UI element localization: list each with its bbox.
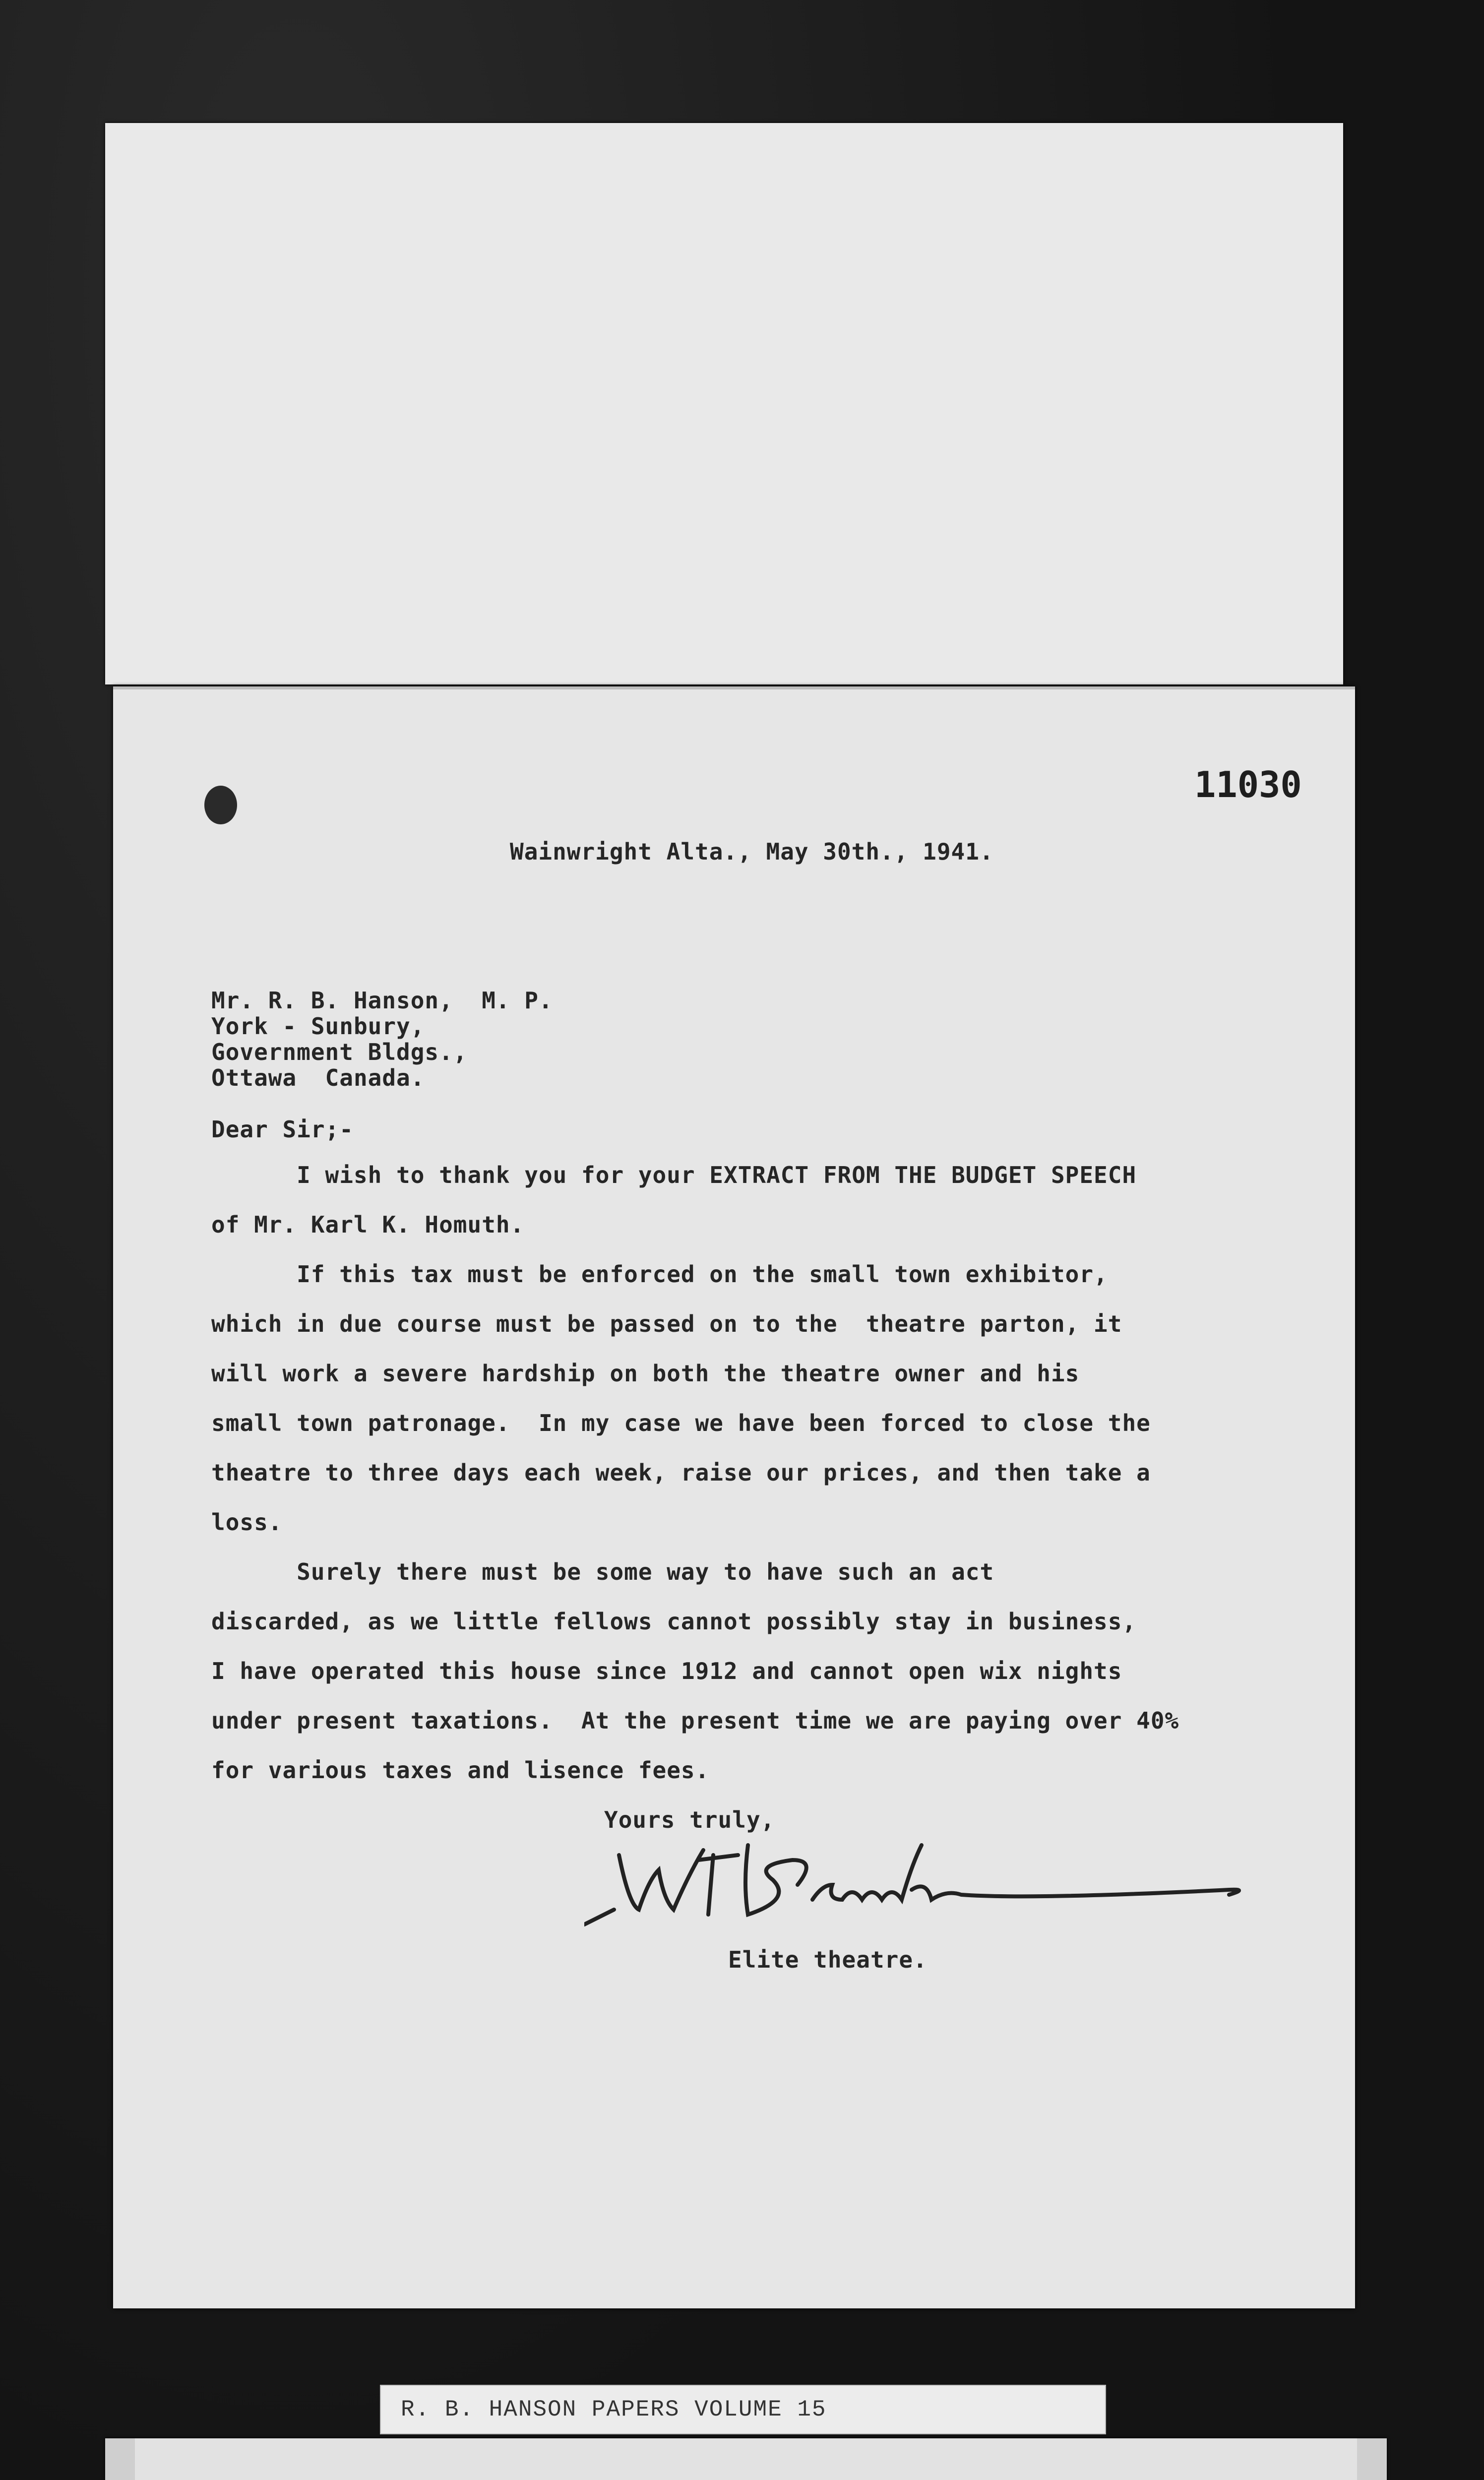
body-line: small town patronage. In my case we have been forced to close the — [211, 1410, 1151, 1436]
body-line: for various taxes and lisence fees. — [211, 1757, 710, 1784]
body-line: which in due course must be passed on to the theatre parton, it — [211, 1310, 1122, 1337]
card-edge — [1357, 2438, 1387, 2480]
address-line: Ottawa Canada. — [211, 1064, 425, 1091]
body-line: I have operated this house since 1912 and cannot open wix nights — [211, 1658, 1122, 1684]
body-line: Surely there must be some way to have such an act — [211, 1558, 994, 1585]
punch-hole — [204, 786, 237, 824]
card-edge — [105, 2438, 135, 2480]
handwritten-signature — [584, 1825, 1328, 1934]
body-line: under present taxations. At the present time we are paying over 40% — [211, 1707, 1179, 1734]
address-line: Mr. R. B. Hanson, M. P. — [211, 987, 553, 1014]
body-line: theatre to three days each week, raise our prices, and then take a — [211, 1459, 1151, 1486]
document-number: 11030 — [1194, 764, 1302, 806]
address-line: York - Sunbury, — [211, 1013, 425, 1040]
body-line: discarded, as we little fellows cannot possibly stay in business, — [211, 1608, 1137, 1635]
letter-sheet — [113, 686, 1355, 2308]
blank-cover-sheet — [105, 123, 1343, 684]
body-line: of Mr. Karl K. Homuth. — [211, 1211, 525, 1238]
body-line: will work a severe hardship on both the theatre owner and his — [211, 1360, 1080, 1387]
body-line: If this tax must be enforced on the small town exhibitor, — [211, 1261, 1108, 1288]
body-line: I wish to thank you for your EXTRACT FROM THE BUDGET SPEECH — [211, 1162, 1137, 1188]
letter-dateline: Wainwright Alta., May 30th., 1941. — [510, 838, 994, 865]
signature-organization: Elite theatre. — [728, 1946, 928, 1973]
archive-stamp-card — [105, 2438, 1387, 2480]
archive-volume-label: R. B. HANSON PAPERS VOLUME 15 — [380, 2385, 1106, 2434]
body-line: loss. — [211, 1509, 283, 1536]
closing: Yours truly, — [604, 1806, 775, 1833]
salutation: Dear Sir;- — [211, 1116, 354, 1143]
address-line: Government Bldgs., — [211, 1039, 468, 1065]
